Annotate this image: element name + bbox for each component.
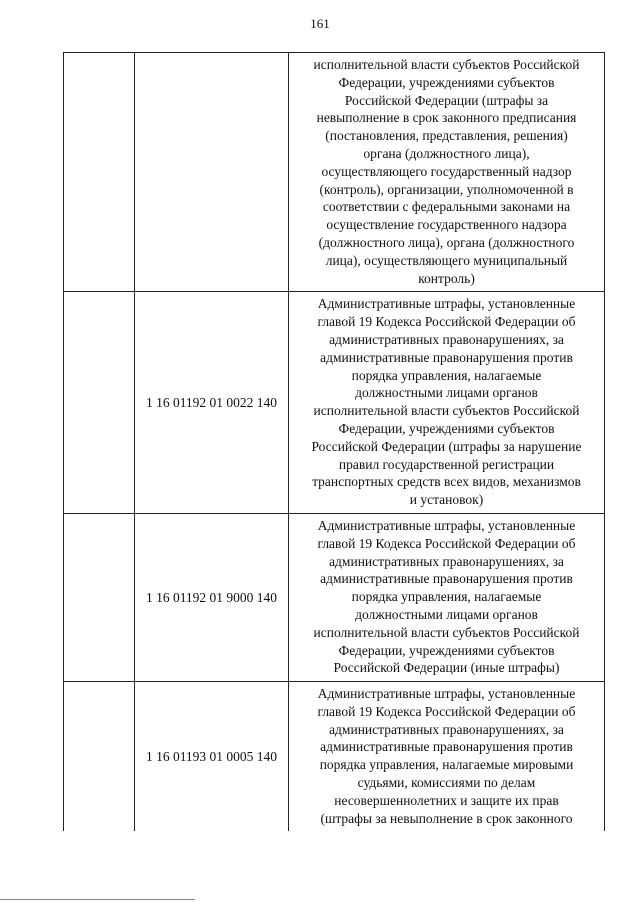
table-row bbox=[64, 292, 605, 514]
description-line: административные правонарушения против bbox=[320, 571, 573, 587]
description-line: (постановления, представления, решения) bbox=[325, 128, 568, 144]
description-line: судьями, комиссиями по делам bbox=[357, 775, 536, 791]
page-number: 161 bbox=[310, 16, 330, 31]
description-line: транспортных средств всех видов, механизмов bbox=[312, 474, 581, 490]
row-number-cell bbox=[64, 682, 135, 832]
income-description bbox=[289, 682, 605, 832]
table-row bbox=[64, 513, 605, 681]
description-line: исполнительной власти субъектов Российской bbox=[313, 624, 580, 640]
description-line: Административные штрафы, установленные bbox=[317, 296, 576, 312]
description-line: Федерации, учреждениями субъектов bbox=[338, 420, 555, 436]
description-line: Российской Федерации (штрафы за нарушение bbox=[311, 438, 582, 454]
description-line: (должностного лица), органа (должностного bbox=[318, 234, 575, 250]
income-description bbox=[289, 513, 605, 681]
description-line: исполнительной власти субъектов Российской bbox=[313, 403, 580, 419]
description-line: главой 19 Кодекса Российской Федерации об bbox=[317, 703, 576, 719]
budget-classification-code: 1 16 01193 01 0005 140 bbox=[135, 682, 289, 832]
table-body bbox=[64, 53, 605, 832]
table-row bbox=[64, 682, 605, 832]
description-line: административных правонарушениях, за bbox=[329, 553, 564, 569]
description-line: административные правонарушения против bbox=[320, 739, 573, 755]
description-line: должностными лицами органов bbox=[355, 385, 538, 401]
description-line: осуществление государственного надзора bbox=[326, 217, 567, 233]
budget-classification-code: 1 16 01192 01 9000 140 bbox=[135, 513, 289, 681]
row-number-cell bbox=[64, 513, 135, 681]
description-line: (контроль), организации, уполномоченной в bbox=[319, 181, 574, 197]
description-line: Федерации, учреждениями субъектов bbox=[338, 74, 555, 90]
description-line: Российской Федерации (иные штрафы) bbox=[333, 660, 560, 676]
budget-code-table bbox=[63, 52, 605, 831]
row-number-cell bbox=[64, 53, 135, 292]
description-line: несовершеннолетних и защите их прав bbox=[334, 792, 559, 808]
description-line: осуществляющего государственный надзор bbox=[321, 163, 572, 179]
description-line: административные правонарушения против bbox=[320, 349, 573, 365]
description-line: главой 19 Кодекса Российской Федерации об bbox=[317, 535, 576, 551]
row-number-cell bbox=[64, 292, 135, 514]
description-line: (штрафы за невыполнение в срок законного bbox=[320, 810, 573, 826]
income-description bbox=[289, 53, 605, 292]
description-line: органа (должностного лица), bbox=[363, 145, 530, 161]
description-line: Административные штрафы, установленные bbox=[317, 686, 576, 702]
description-line: Федерации, учреждениями субъектов bbox=[338, 642, 555, 658]
income-description bbox=[289, 292, 605, 514]
description-line: лица), осуществляющего муниципальный bbox=[325, 252, 568, 268]
description-line: административных правонарушениях, за bbox=[329, 721, 564, 737]
description-line: исполнительной власти субъектов Российской bbox=[313, 57, 580, 72]
footer-rule bbox=[0, 899, 195, 900]
description-line: правил государственной регистрации bbox=[338, 456, 555, 472]
description-line: главой 19 Кодекса Российской Федерации об bbox=[317, 314, 576, 330]
budget-classification-code: 1 16 01192 01 0022 140 bbox=[135, 292, 289, 514]
description-line: порядка управления, налагаемые мировыми bbox=[319, 757, 574, 773]
description-line: соответствии с федеральными законами на bbox=[322, 199, 571, 215]
budget-classification-code bbox=[135, 53, 289, 292]
description-line: порядка управления, налагаемые bbox=[351, 367, 542, 383]
description-line: должностными лицами органов bbox=[355, 606, 538, 622]
description-line: и установок) bbox=[409, 492, 484, 508]
description-line: невыполнение в срок законного предписания bbox=[316, 110, 577, 126]
description-line: административных правонарушениях, за bbox=[329, 331, 564, 347]
description-line: порядка управления, налагаемые bbox=[351, 589, 542, 605]
description-line: контроль) bbox=[418, 270, 475, 286]
description-line: Административные штрафы, установленные bbox=[317, 517, 576, 533]
description-line: Российской Федерации (штрафы за bbox=[344, 92, 549, 108]
table-row bbox=[64, 53, 605, 292]
